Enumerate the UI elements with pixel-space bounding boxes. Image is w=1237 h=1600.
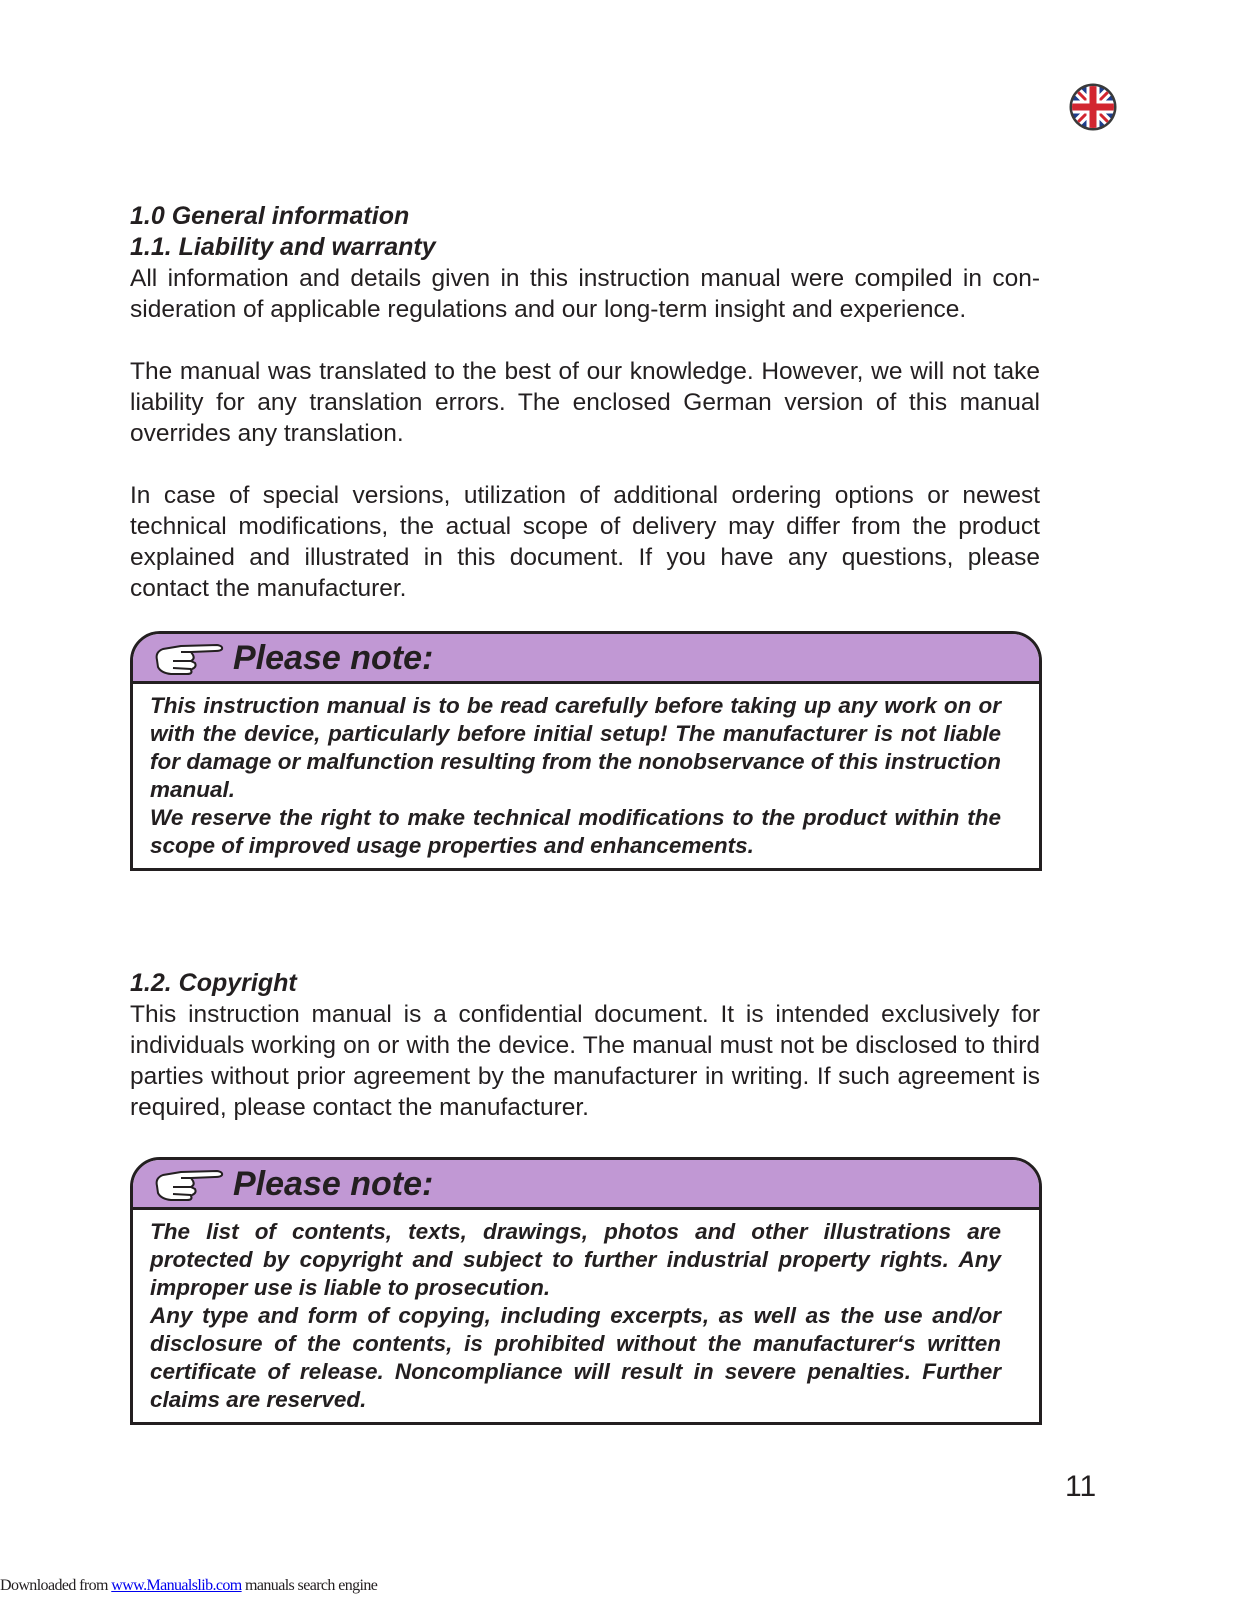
- note-paragraph-1: This instruction manual is to be read carefully before taking up any work on or with the device, particularly before initial setup! The manufacturer is not liable for damage or malfunction resulting from the nonobservance of this instruction manual.: [150, 693, 1001, 802]
- note-header: [133, 1160, 1039, 1210]
- page-number: 11: [1065, 1470, 1097, 1503]
- pointing-hand-icon: [151, 1166, 225, 1202]
- footer-suffix: manuals search engine: [241, 1577, 378, 1594]
- liability-paragraph-2: The manual was translated to the best of our knowledge. However, we will not take liability for any translation errors. The enclosed German version of this manual overrides any translation.: [130, 358, 1040, 447]
- note-body: [133, 684, 1039, 868]
- note-paragraph-2: We reserve the right to make technical modifications to the product within the scope of improved usage properties and enhancements.: [150, 805, 1001, 858]
- note-body: [133, 1210, 1039, 1422]
- subsection-heading-liability: 1.1. Liability and warranty: [130, 233, 436, 261]
- liability-paragraph-1: All information and details given in this instruction manual were compiled in con-sideration of applicable regulations and our long-term insight and experience.: [130, 265, 1040, 323]
- liability-paragraph-3: In case of special versions, utilization of additional ordering options or newest technical modifications, the actual scope of delivery may differ from the product explained and illustrated in this document. If you have any questions, please contact the manufacturer.: [130, 482, 1040, 602]
- download-footer: [0, 1577, 377, 1595]
- footer-prefix: Downloaded from: [0, 1577, 112, 1594]
- note-box-liability: [130, 631, 1042, 871]
- note-title: Please note:: [233, 639, 434, 677]
- section-heading: 1.0 General information: [130, 202, 410, 230]
- pointing-hand-icon: [151, 640, 225, 676]
- note-paragraph-2: Any type and form of copying, including excerpts, as well as the use and/or disclosure of the contents, is prohibited without the manufacturer‘s written certificate of release. Noncompliance will result in severe penalties. Further claims are reserved.: [150, 1303, 1001, 1412]
- uk-flag-icon: [1069, 83, 1117, 131]
- note-header: [133, 634, 1039, 684]
- subsection-heading-copyright: 1.2. Copyright: [130, 969, 297, 997]
- note-box-copyright: [130, 1157, 1042, 1425]
- note-paragraph-1: The list of contents, texts, drawings, photos and other illustrations are protected by copyright and subject to further industrial property rights. Any improper use is liable to prosecution.: [150, 1219, 1001, 1300]
- manualslib-link[interactable]: www.Manualslib.com: [111, 1577, 242, 1594]
- copyright-paragraph: This instruction manual is a confidential document. It is intended exclusively for individuals working on or with the device. The manual must not be disclosed to third parties without prior agreement by the manufacturer in writing. If such agreement is required, please contact the manufacturer.: [130, 1001, 1040, 1121]
- note-title: Please note:: [233, 1165, 434, 1203]
